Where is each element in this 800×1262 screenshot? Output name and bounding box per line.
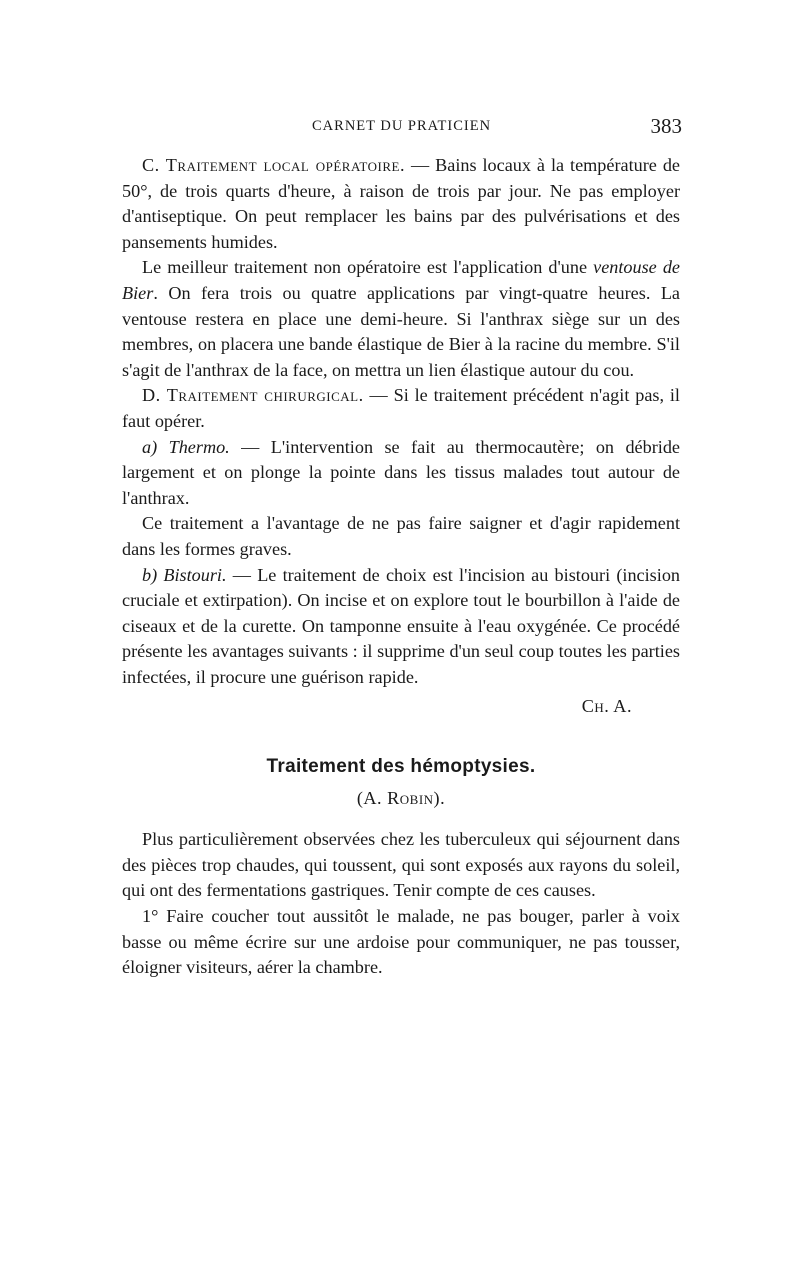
bier-text-post: . On fera trois ou quatre applications par vingt-quatre heures. La ventouse restera en place une demi-heure. Si l'anthrax siège sur un des membres, on placera une bande élastique de Bier à la racine du membre. S'il s'agit de l'anthrax de la face, on mettra un lien élastique autour du cou.	[122, 282, 680, 380]
page-header	[122, 116, 682, 142]
paragraph-local-treatment	[122, 153, 680, 255]
paragraph-surgical-treatment	[122, 383, 680, 434]
bistouri-label: b) Bistouri.	[142, 564, 227, 585]
section-author	[122, 786, 680, 812]
section-c-label: C. Traitement local opératoire.	[142, 155, 406, 175]
paragraph-bier	[122, 255, 680, 383]
thermo-label: a) Thermo.	[142, 436, 230, 457]
page-body	[122, 153, 680, 981]
section-c-text: — Bains locaux à la température de 50°, de trois quarts d'heure, à raison de trois par jour. Ne pas employer d'antiseptique. On peut remplacer les bains par des pulvérisations et des pansements humides.	[122, 155, 680, 252]
paragraph-advantage: Ce traitement a l'avantage de ne pas faire saigner et d'agir rapidement dans les formes graves.	[122, 513, 680, 559]
author-signature: Ch. A.	[581, 696, 632, 717]
paragraph-item-1: 1° Faire coucher tout aussitôt le malade, ne pas bouger, parler à voix basse ou même écrire sur une ardoise pour communiquer, ne pas tousser, éloigner visiteurs, aérer la chambre.	[122, 906, 680, 978]
section-d-text: — Si le traitement précédent n'agit pas, il faut opérer.	[122, 385, 680, 431]
bistouri-text: — Le traitement de choix est l'incision au bistouri (incision cruciale et extirpation). On incise et on explore tout le bourbillon à l'aide de ciseaux et de la curette. On tamponne ensuite à l'eau oxygénée. Ce procédé présente les avantages suivants : il supprime d'un seul coup toutes les parties infectées, il procure une guérison rapide.	[122, 564, 681, 687]
section-author-text: (A. Robin).	[356, 787, 446, 808]
running-head: CARNET DU PRATICIEN	[312, 118, 492, 134]
bier-text-pre: Le meilleur traitement non opératoire est l'application d'une	[142, 257, 594, 278]
section-title: Traitement des hémoptysies.	[266, 756, 536, 778]
bier-emphasis: ventouse de Bier	[122, 257, 681, 303]
page-number: 383	[650, 114, 682, 138]
section-d-label: D. Traitement chirurgical.	[142, 385, 364, 406]
paragraph-intro: Plus particulièrement observées chez les tuberculeux qui séjournent dans des pièces trop chaudes, qui toussent, qui sont exposés aux rayons du soleil, qui ont des fermentations gastriques. Tenir compte de ces causes.	[122, 829, 680, 901]
paragraph-bistouri	[122, 563, 680, 691]
paragraph-thermo	[122, 435, 680, 512]
thermo-text: — L'intervention se fait au thermocautère; on débride largement et on plonge la pointe dans les tissus malades tout autour de l'anthrax.	[122, 436, 680, 508]
